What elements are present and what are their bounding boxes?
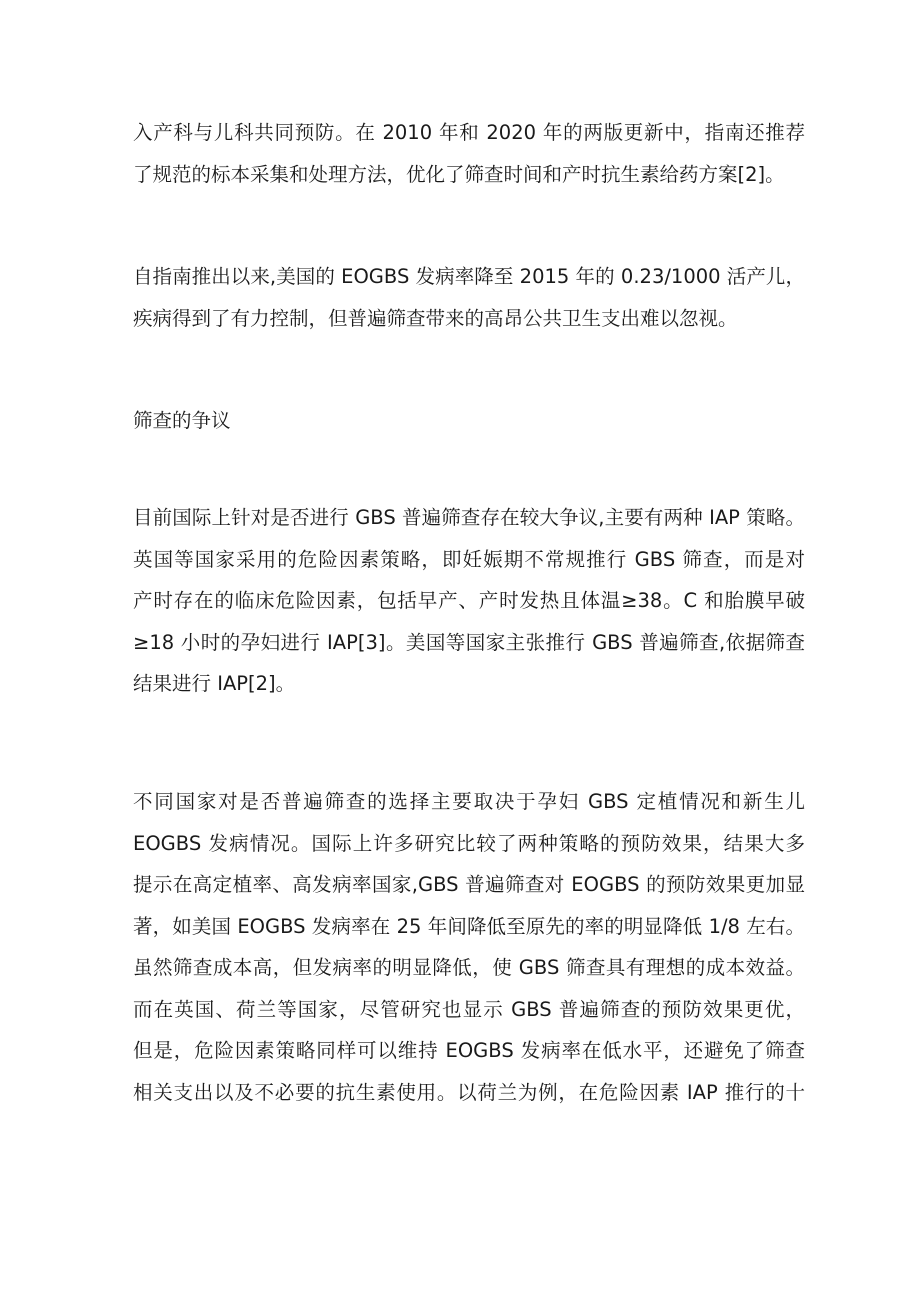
text-line: 但是，危险因素策略同样可以维持 EOGBS 发病率在低水平，还避免了筛查 xyxy=(133,1039,805,1062)
text-line: 虽然筛查成本高，但发病率的明显降低，使 GBS 筛查具有理想的成本效益。 xyxy=(133,956,805,979)
paragraph xyxy=(133,112,805,195)
paragraph xyxy=(133,256,805,339)
section-heading xyxy=(133,400,805,442)
text-line: ≥18 小时的孕妇进行 IAP[3]。美国等国家主张推行 GBS 普遍筛查,依据筛查 xyxy=(133,630,805,654)
text-line: 结果进行 IAP[2]。 xyxy=(133,672,296,695)
text-line: 产时存在的临床危险因素，包括早产、产时发热且体温≥38。C 和胎膜早破 xyxy=(133,589,805,612)
text-line: 提示在高定植率、高发病率国家,GBS 普遍筛查对 EOGBS 的预防效果更加显 xyxy=(133,873,805,896)
section-heading-text: 筛查的争议 xyxy=(133,409,231,432)
text-line: 了规范的标本采集和处理方法，优化了筛查时间和产时抗生素给药方案[2]。 xyxy=(133,162,785,186)
text-line: 不同国家对是否普遍筛查的选择主要取决于孕妇 GBS 定植情况和新生儿 xyxy=(133,790,805,813)
text-line: 自指南推出以来,美国的 EOGBS 发病率降至 2015 年的 0.23/1000 活产儿， xyxy=(133,265,805,288)
paragraph xyxy=(133,497,805,705)
paragraph xyxy=(133,781,805,1113)
text-line: 疾病得到了有力控制，但普遍筛查带来的高昂公共卫生支出难以忽视。 xyxy=(133,306,738,330)
text-line: 入产科与儿科共同预防。在 2010 年和 2020 年的两版更新中，指南还推荐 xyxy=(133,121,805,144)
text-line: 英国等国家采用的危险因素策略，即妊娠期不常规推行 GBS 筛查，而是对 xyxy=(133,547,805,571)
text-line: 而在英国、荷兰等国家，尽管研究也显示 GBS 普遍筛查的预防效果更优， xyxy=(133,997,805,1021)
text-line: EOGBS 发病情况。国际上许多研究比较了两种策略的预防效果，结果大多 xyxy=(133,831,805,855)
text-line: 著，如美国 EOGBS 发病率在 25 年间降低至原先的率的明显降低 1/8 左右。 xyxy=(133,914,805,938)
text-line: 相关支出以及不必要的抗生素使用。以荷兰为例，在危险因素 IAP 推行的十 xyxy=(133,1080,805,1104)
text-line: 目前国际上针对是否进行 GBS 普遍筛查存在较大争议,主要有两种 IAP 策略。 xyxy=(133,506,805,529)
